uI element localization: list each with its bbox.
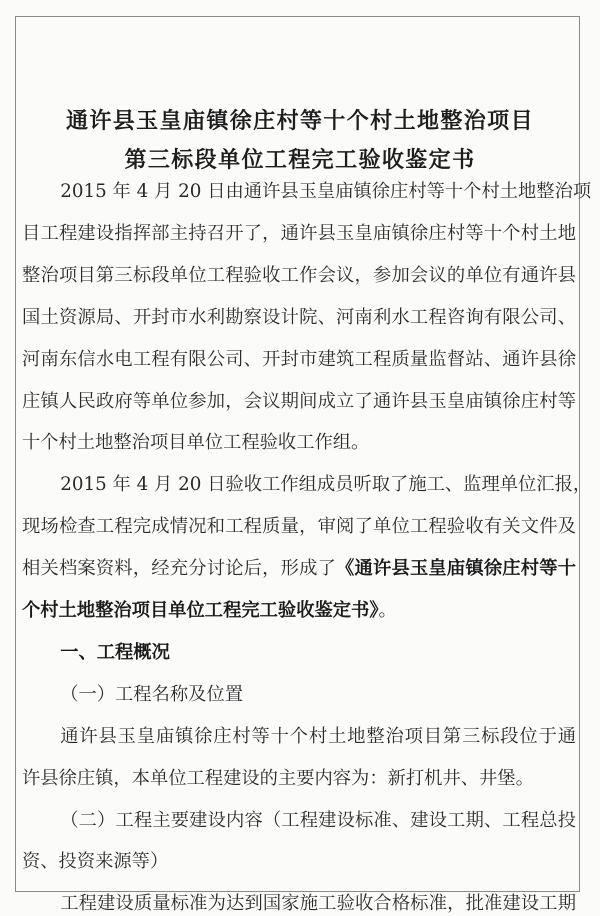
text-segment: 河南东信水电工程有限公司、开封市建筑工程质量监督站、通许县徐 — [22, 348, 576, 370]
document-title-line-1: 通许县玉皇庙镇徐庄村等十个村土地整治项目 — [65, 108, 534, 134]
text-segment: 相关档案资料，经充分讨论后，形成了 — [22, 558, 337, 580]
body-text-line — [60, 683, 576, 707]
text-segment: 工程建设质量标准为达到国家施工验收合格标准，批准建设工期 — [60, 893, 576, 915]
text-segment: 通许县玉皇庙镇徐庄村等十个村土地整治项目第三标段位于通 — [60, 725, 576, 747]
text-segment: （二）工程主要建设内容（工程建设标准、建设工期、工程总投 — [60, 809, 576, 831]
text-segment: 许县徐庄镇，本单位工程建设的主要内容为：新打机井、井堡。 — [22, 767, 534, 789]
text-segment: 庄镇人民政府等单位参加，会议期间成立了通许县玉皇庙镇徐庄村等 — [22, 390, 576, 412]
body-text-line — [60, 892, 576, 916]
body-text-line — [22, 767, 576, 791]
body-text-line — [22, 390, 576, 414]
body-text-line — [60, 725, 576, 749]
text-segment: 2015 年 4 月 20 日验收工作组成员听取了施工、监理单位汇报， — [60, 474, 592, 496]
body-text-line — [22, 599, 576, 623]
body-text-line — [60, 180, 592, 204]
text-segment: 国土资源局、开封市水利勘察设计院、河南利水工程咨询有限公司、 — [22, 306, 576, 328]
bold-text-segment: 一、工程概况 — [60, 641, 170, 663]
body-text-line — [22, 348, 576, 372]
text-segment: 整治项目第三标段单位工程验收工作会议，参加会议的单位有通许县 — [22, 264, 576, 286]
body-text-line — [22, 515, 576, 539]
bold-text-segment: 《通许县玉皇庙镇徐庄村等十 — [336, 558, 577, 580]
text-segment: 十个村土地整治项目单位工程验收工作组。 — [22, 432, 370, 454]
text-segment: 目工程建设指挥部主持召开了，通许县玉皇庙镇徐庄村等十个村土地 — [22, 222, 576, 244]
text-segment: 。 — [378, 600, 397, 621]
text-segment: 现场检查工程完成情况和工程质量，审阅了单位工程验收有关文件及 — [22, 516, 576, 538]
body-text-line — [22, 850, 576, 874]
text-segment: 2015 年 4 月 20 日由通许县玉皇庙镇徐庄村等十个村土地整治项 — [60, 181, 592, 202]
body-text-line — [22, 557, 576, 581]
body-text-line — [60, 473, 592, 497]
body-text-line — [22, 431, 576, 455]
bold-text-segment: 个村土地整治项目单位工程完工验收鉴定书》 — [22, 600, 379, 621]
body-text-line — [22, 264, 576, 288]
text-segment: （一）工程名称及位置 — [60, 683, 243, 705]
body-text-line — [60, 809, 576, 833]
body-text-line — [22, 306, 576, 330]
document-title-line-2: 第三标段单位工程完工验收鉴定书 — [124, 147, 476, 173]
body-text-line — [22, 222, 576, 246]
body-text-line — [60, 641, 576, 665]
text-segment: 资、投资来源等） — [22, 851, 169, 873]
